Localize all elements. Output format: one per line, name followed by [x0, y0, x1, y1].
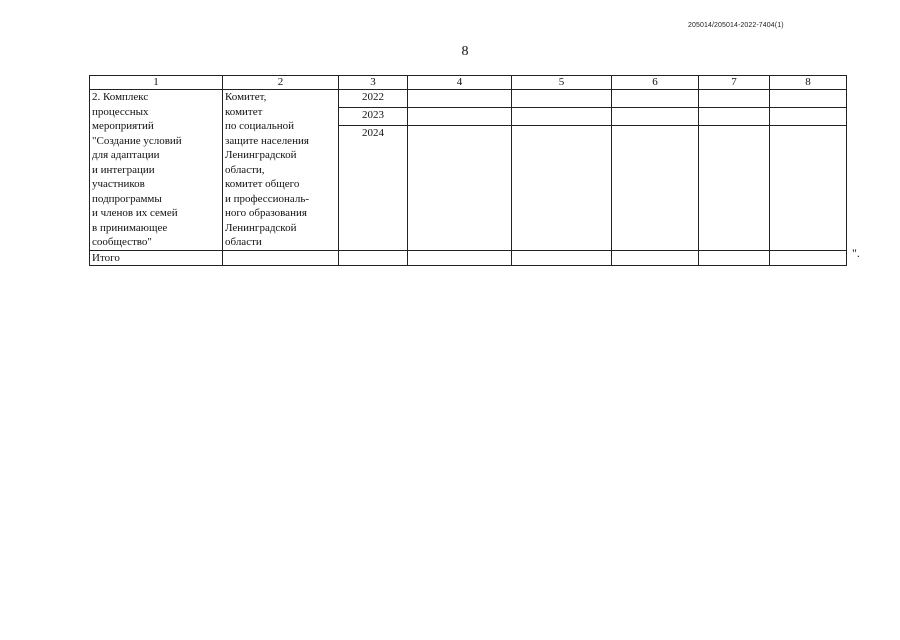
program-name-line: 2. Комплекс	[92, 91, 149, 103]
program-name-cell	[90, 90, 223, 251]
empty-cell	[408, 107, 512, 125]
executor-line: комитет	[225, 105, 263, 118]
empty-cell	[512, 90, 612, 108]
executor-line: Комитет,	[225, 91, 267, 103]
total-label: Итого	[90, 250, 223, 266]
empty-cell	[770, 125, 847, 250]
program-name-line: "Создание условий	[92, 134, 182, 147]
empty-cell	[408, 125, 512, 250]
empty-cell	[408, 250, 512, 266]
empty-cell	[223, 250, 339, 266]
executor-line: ного образования	[225, 207, 307, 219]
executor-cell	[223, 90, 339, 251]
executor-line: области,	[225, 163, 265, 176]
program-name-line: мероприятий	[92, 120, 154, 132]
column-number-cell: 2	[223, 76, 339, 90]
program-table	[89, 75, 847, 266]
closing-quote: ".	[852, 246, 860, 260]
empty-cell	[512, 125, 612, 250]
executor-line: комитет общего	[225, 178, 300, 190]
empty-cell	[339, 250, 408, 266]
table-row	[90, 90, 847, 108]
empty-cell	[699, 250, 770, 266]
empty-cell	[612, 107, 699, 125]
empty-cell	[512, 250, 612, 266]
executor-line: по социальной	[225, 120, 295, 132]
empty-cell	[408, 90, 512, 108]
total-row	[90, 250, 847, 266]
document-id: 205014/205014-2022-7404(1)	[688, 22, 784, 29]
executor-line: области	[225, 236, 262, 248]
column-number-cell: 7	[699, 76, 770, 90]
empty-cell	[699, 125, 770, 250]
executor-line: Ленинградской	[225, 149, 297, 161]
page-number: 8	[461, 44, 469, 59]
empty-cell	[770, 90, 847, 108]
empty-cell	[699, 90, 770, 108]
executor-line: защите населения	[225, 134, 309, 147]
column-number-cell: 1	[90, 76, 223, 90]
empty-cell	[612, 250, 699, 266]
executor-line: Ленинградской	[225, 221, 297, 234]
program-name-line: сообщество"	[92, 236, 152, 248]
empty-cell	[699, 107, 770, 125]
executor-line: и профессиональ-	[225, 192, 309, 205]
empty-cell	[612, 125, 699, 250]
year-cell: 2023	[339, 107, 408, 125]
year-cell: 2024	[339, 125, 408, 250]
program-name-line: участников	[92, 178, 145, 190]
program-name-line: и членов их семей	[92, 207, 178, 219]
program-name-line: в принимающее	[92, 221, 168, 234]
column-number-cell: 5	[512, 76, 612, 90]
column-number-cell: 4	[408, 76, 512, 90]
empty-cell	[770, 107, 847, 125]
program-name-line: для адаптации	[92, 149, 160, 161]
empty-cell	[612, 90, 699, 108]
column-number-cell: 6	[612, 76, 699, 90]
empty-cell	[512, 107, 612, 125]
program-name-line: и интеграции	[92, 163, 155, 176]
empty-cell	[770, 250, 847, 266]
program-name-line: процессных	[92, 105, 149, 118]
program-name-line: подпрограммы	[92, 192, 162, 205]
column-number-cell: 8	[770, 76, 847, 90]
column-number-cell: 3	[339, 76, 408, 90]
year-cell: 2022	[339, 90, 408, 108]
column-number-row	[90, 76, 847, 90]
